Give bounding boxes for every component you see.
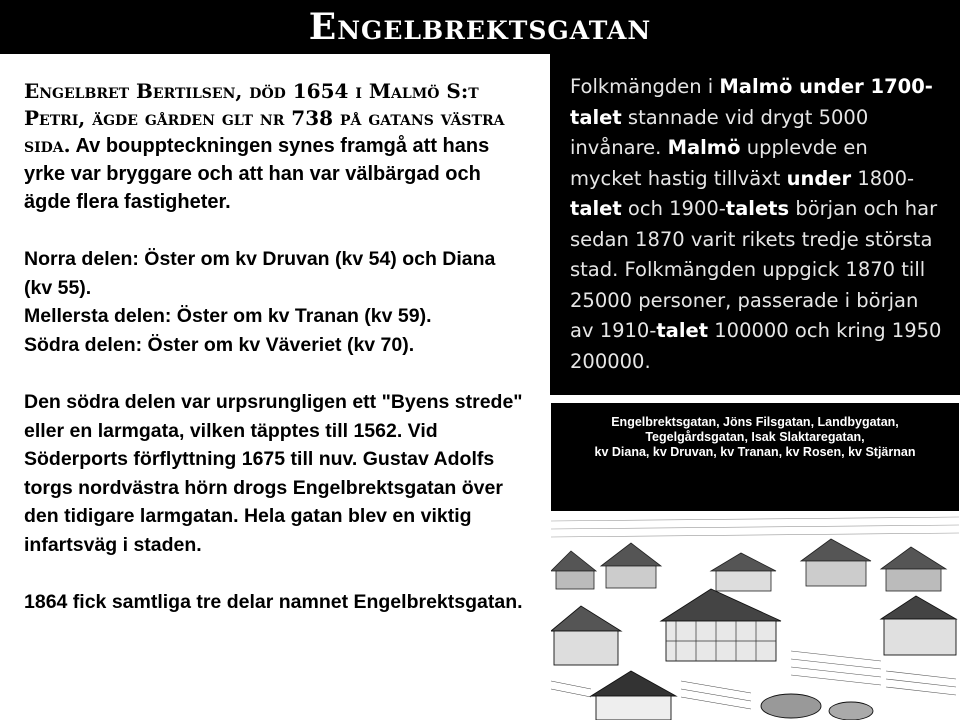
page-title: Engelbrektsgatan	[308, 6, 652, 48]
street-parts	[24, 245, 524, 359]
part-north: Norra delen: Öster om kv Druvan (kv 54) och Diana (kv 55).	[24, 248, 496, 299]
info-segment: talets	[725, 197, 790, 220]
caption-line: Engelbrektsgatan, Jöns Filsgatan, Landbygatan,	[611, 415, 899, 429]
title-bar	[0, 0, 960, 54]
engraving-panel	[551, 403, 959, 720]
info-segment: och 1900-	[621, 197, 726, 220]
history-paragraph: Den södra delen var urpsrungligen ett "Byens strede" eller en larmgata, vilken täpptes till 1562. Vid Söderports förflyttning 1675 till nuv. Gustav Adolfs torgs nordvästra hörn drogs Engelbrektsgatan över den tidigare larmgatan. Hela gatan blev en viktig infartsväg i staden.	[24, 391, 523, 556]
info-segment: talet	[570, 197, 622, 220]
info-segment: Folkmängden i	[570, 75, 720, 98]
caption-line: Tegelgårdsgatan, Isak Slaktaregatan,	[645, 430, 865, 444]
info-segment: Malmö under 1700-talet	[570, 75, 933, 129]
info-segment: upplevde en mycket hastig tillväxt	[570, 136, 868, 190]
info-segment: under	[786, 166, 852, 190]
intro-paragraph	[24, 78, 524, 216]
part-south: Södra delen: Öster om kv Väveriet (kv 70).	[24, 333, 415, 356]
naming-paragraph: 1864 fick samtliga tre delar namnet Engelbrektsgatan.	[24, 591, 523, 613]
intro-small-caps: Engelbret Bertilsen, död 1654 i Malmö S:t Petri, ägde gården glt nr 738 på gatans västra sida.	[24, 79, 505, 157]
population-info-text	[570, 72, 944, 377]
town-engraving-image	[551, 511, 959, 720]
intro-rest: Av bouppteckningen synes framgå att hans yrke var bryggare och att han var välbärgad och ägde flera fastigheter.	[24, 135, 490, 213]
part-middle: Mellersta delen: Öster om kv Tranan (kv 59).	[24, 305, 432, 327]
info-segment: 1800-	[851, 166, 915, 190]
population-info-box	[550, 54, 960, 395]
info-segment: 100000 och kring 1950 200000.	[570, 319, 942, 373]
info-segment: stannade vid drygt 5000 invånare.	[570, 105, 869, 159]
caption-line: kv Diana, kv Druvan, kv Tranan, kv Rosen, kv Stjärnan	[594, 445, 916, 459]
main-text-column	[24, 78, 524, 617]
info-segment: talet	[656, 319, 709, 342]
engraving-caption	[551, 415, 959, 460]
info-segment: Malmö	[667, 136, 741, 159]
info-segment: början och har sedan 1870 varit rikets tredje största stad. Folkmängden uppgick 1870 till 25000 personer, passerade i början av 1910-	[570, 197, 938, 342]
